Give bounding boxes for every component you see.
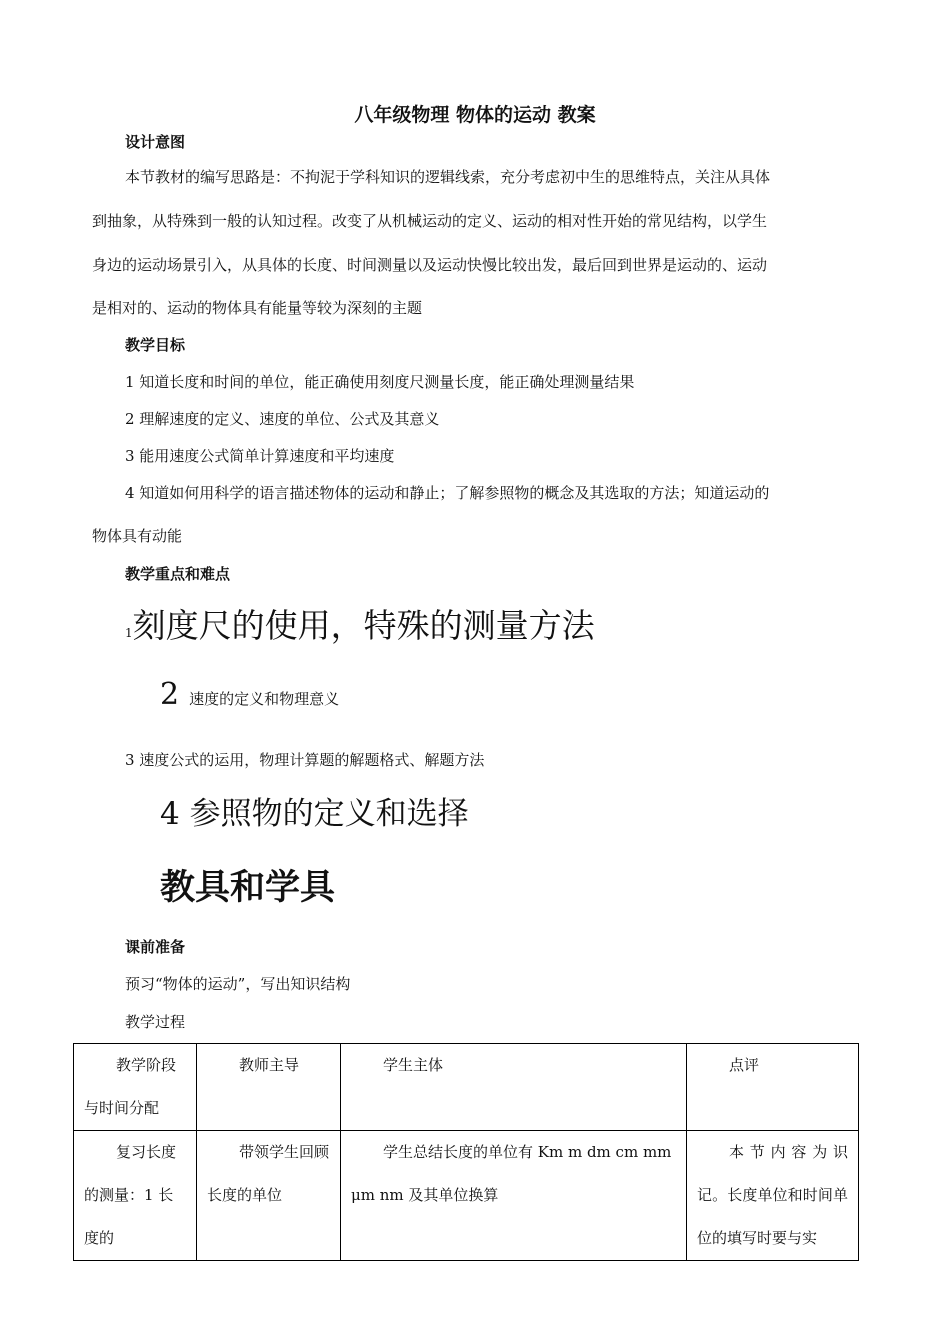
key-point-2-number: 2: [160, 677, 180, 712]
header-teacher: 教师主导: [197, 1044, 341, 1131]
design-intent-line-3: 身边的运动场景引入，从具体的长度、时间测量以及运动快慢比较出发，最后回到世界是运动的、运动: [92, 256, 768, 274]
design-intent-line-1: 本节教材的编写思路是：不拘泥于学科知识的逻辑线索，充分考虑初中生的思维特点，关注从具体: [125, 168, 771, 186]
prep-text: 预习“物体的运动”，写出知识结构: [125, 975, 351, 993]
key-points-heading: 教学重点和难点: [125, 565, 231, 583]
objective-item-2: 2 理解速度的定义、速度的单位、公式及其意义: [125, 410, 440, 428]
objective-item-1: 1 知道长度和时间的单位，能正确使用刻度尺测量长度，能正确处理测量结果: [125, 373, 635, 391]
cell-stage: 复习长度的测量：1 长度的: [74, 1131, 197, 1261]
key-point-1-text: 刻度尺的使用，特殊的测量方法: [132, 606, 595, 645]
cell-teacher: 带领学生回顾长度的单位: [197, 1131, 341, 1261]
key-point-2-text: 速度的定义和物理意义: [189, 690, 340, 708]
key-point-4: 4 参照物的定义和选择: [160, 796, 469, 832]
key-point-1: [125, 600, 595, 647]
header-stage: 教学阶段与时间分配: [74, 1044, 197, 1131]
prep-heading: 课前准备: [125, 938, 186, 956]
cell-comment: 本节内容为识记。长度单位和时间单位的填写时要与实: [687, 1131, 859, 1261]
design-intent-line-2: 到抽象，从特殊到一般的认知过程。改变了从机械运动的定义、运动的相对性开始的常见结构，以学生: [92, 212, 768, 230]
header-student: 学生主体: [341, 1044, 687, 1131]
objective-item-3: 3 能用速度公式简单计算速度和平均速度: [125, 447, 395, 465]
table-header-row: [74, 1044, 859, 1131]
design-intent-line-4: 是相对的、运动的物体具有能量等较为深刻的主题: [92, 299, 423, 317]
objective-item-4: 4 知道如何用科学的语言描述物体的运动和静止；了解参照物的概念及其选取的方法；知道运动的: [125, 484, 770, 502]
key-point-1-number: 1: [125, 626, 133, 640]
cell-student: 学生总结长度的单位有 Km m dm cm mm μm nm 及其单位换算: [341, 1131, 687, 1261]
key-point-2: [160, 677, 339, 712]
document-title: 八年级物理 物体的运动 教案: [354, 104, 596, 126]
table-row: [74, 1131, 859, 1261]
header-comment: 点评: [687, 1044, 859, 1131]
objective-item-4-cont: 物体具有动能: [92, 527, 183, 545]
tools-heading: 教具和学具: [160, 868, 336, 908]
key-point-3: 3 速度公式的运用，物理计算题的解题格式、解题方法: [125, 751, 485, 769]
design-intent-heading: 设计意图: [125, 133, 186, 151]
objectives-heading: 教学目标: [125, 336, 186, 354]
teaching-process-table: [73, 1043, 859, 1261]
process-label: 教学过程: [125, 1013, 186, 1031]
